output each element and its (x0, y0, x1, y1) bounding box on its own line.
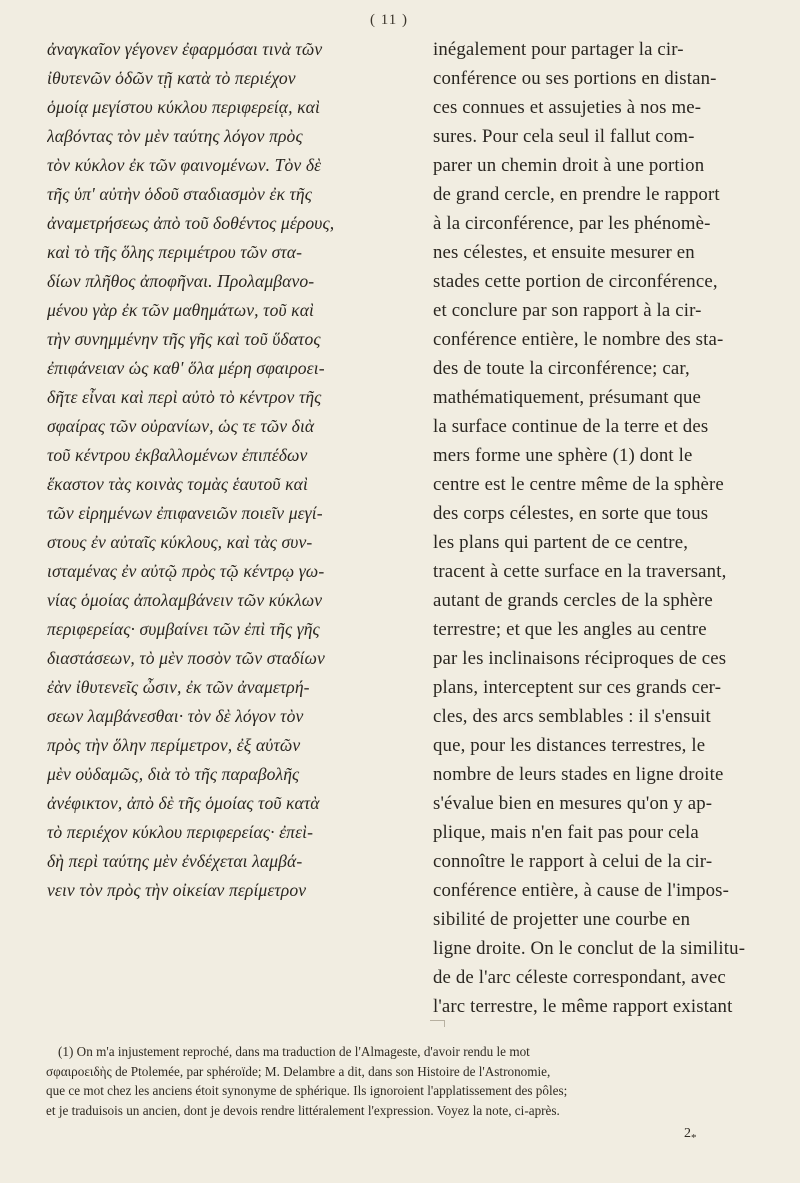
greek-text-line: μένου γὰρ ἐκ τῶν μαθημάτων, τοῦ καὶ (47, 300, 315, 320)
french-text-line: à la circonférence, par les phénomè- (433, 213, 711, 234)
signature-asterisk: * (691, 1131, 697, 1144)
french-text-line: nombre de leurs stades en ligne droite (433, 764, 724, 785)
page-number: ( 11 ) (370, 12, 408, 28)
greek-text-line: τὸν κύκλον ἐκ τῶν φαινομένων. Τὸν δὲ (47, 155, 322, 175)
french-text-line: s'évalue bien en mesures qu'on y ap- (433, 793, 713, 814)
french-text-line: et conclure par son rapport à la cir- (433, 300, 702, 321)
greek-text-line: ἐὰν ἰθυτενεῖς ὦσιν, ἐκ τῶν ἀναμετρή- (47, 677, 310, 697)
french-text-line: parer un chemin droit à une portion (433, 155, 705, 176)
french-text-line: terrestre; et que les angles au centre (433, 619, 707, 640)
greek-text-line: διαστάσεων, τὸ μὲν ποσὸν τῶν σταδίων (47, 648, 325, 668)
french-text-line: plans, interceptent sur ces grands cer- (433, 677, 722, 698)
greek-text-line: λαβόντας τὸν μὲν ταύτης λόγον πρὸς (47, 126, 303, 146)
paper-mark (430, 1020, 445, 1027)
greek-text-line: νίας ὁμοίας ἀπολαμβάνειν τῶν κύκλων (47, 590, 323, 610)
greek-text-column (47, 35, 405, 905)
footnote (46, 1042, 776, 1120)
greek-text-line: ἐπιφάνειαν ὡς καθ' ὅλα μέρη σφαιροει- (47, 358, 325, 378)
greek-text-line: μὲν οὐδαμῶς, διὰ τὸ τῆς παραβολῆς (47, 764, 300, 784)
french-text-line: les plans qui partent de ce centre, (433, 532, 689, 553)
greek-text-line: ὁμοίᾳ μεγίστου κύκλου περιφερείᾳ, καὶ (47, 97, 320, 117)
greek-text-line: περιφερείας· συμβαίνει τῶν ἐπὶ τῆς γῆς (47, 619, 320, 639)
printer-signature-mark (684, 1126, 697, 1144)
french-text-line: par les inclinaisons réciproques de ces (433, 648, 727, 669)
french-text-line: de de l'arc céleste correspondant, avec (433, 967, 726, 988)
footnote-line: et je traduisois un ancien, dont je devois rendre littéralement l'expression. Voyez la note, ci-après. (46, 1102, 560, 1118)
greek-text-line: τὸ περιέχον κύκλου περιφερείας· ἐπεὶ- (47, 822, 314, 842)
french-text-line: inégalement pour partager la cir- (433, 39, 684, 60)
greek-text-line: δῆτε εἶναι καὶ περὶ αὐτὸ τὸ κέντρον τῆς (47, 387, 322, 407)
greek-text-line: ισταμένας ἐν αὐτῷ πρὸς τῷ κέντρῳ γω- (47, 561, 325, 581)
greek-text-line: δὴ περὶ ταύτης μὲν ἐνδέχεται λαμβά- (47, 851, 303, 871)
greek-text-line: τοῦ κέντρου ἐκβαλλομένων ἐπιπέδων (47, 445, 308, 465)
french-text-line: conférence entière, le nombre des sta- (433, 329, 724, 350)
french-text-line: tracent à cette surface en la traversant, (433, 561, 727, 582)
greek-text-line: τῶν εἰρημένων ἐπιφανειῶν ποιεῖν μεγί- (47, 503, 323, 523)
french-text-line: connoître le rapport à celui de la cir- (433, 851, 713, 872)
greek-text-line: ἀναγκαῖον γέγονεν ἐφαρμόσαι τινὰ τῶν (47, 39, 323, 59)
french-text-line: mathématiquement, présumant que (433, 387, 702, 408)
footnote-line: que ce mot chez les anciens étoit synonyme de sphérique. Ils ignoroient l'applatissement des pôles; (46, 1083, 568, 1098)
french-text-line: cles, des arcs semblables : il s'ensuit (433, 706, 711, 727)
greek-text-line: τῆς ὑπ' αὐτὴν ὁδοῦ σταδιασμὸν ἐκ τῆς (47, 184, 312, 204)
greek-text-line: πρὸς τὴν ὅλην περίμετρον, ἐξ αὐτῶν (47, 735, 301, 755)
greek-text-line: τὴν συνημμένην τῆς γῆς καὶ τοῦ ὕδατος (47, 329, 321, 349)
french-translation-column (433, 35, 769, 1021)
french-text-line: des de toute la circonférence; car, (433, 358, 690, 379)
french-text-line: sures. Pour cela seul il fallut com- (433, 126, 695, 147)
french-text-line: mers forme une sphère (1) dont le (433, 445, 693, 466)
french-text-line: autant de grands cercles de la sphère (433, 590, 713, 611)
greek-text-line: ἀνέφικτον, ἀπὸ δὲ τῆς ὁμοίας τοῦ κατὰ (47, 793, 320, 813)
french-text-line: que, pour les distances terrestres, le (433, 735, 706, 756)
footnote-line: σφαιροειδὴς de Ptolemée, par sphéroïde; M. Delambre a dit, dans son Histoire de l'Astronomie, (46, 1063, 551, 1079)
french-text-line: conférence ou ses portions en distan- (433, 68, 717, 89)
footnote-line: (1) On m'a injustement reproché, dans ma traduction de l'Almageste, d'avoir rendu le mot (58, 1044, 530, 1059)
french-text-line: stades cette portion de circonférence, (433, 271, 718, 292)
french-text-line: des corps célestes, en sorte que tous (433, 503, 709, 524)
french-text-line: ces connues et assujeties à nos me- (433, 97, 702, 118)
french-text-line: l'arc terrestre, le même rapport existant (433, 996, 733, 1017)
french-text-line: ligne droite. On le conclut de la similitu- (433, 938, 746, 959)
greek-text-line: ἕκαστον τὰς κοινὰς τομὰς ἑαυτοῦ καὶ (47, 474, 308, 494)
french-text-line: sibilité de projetter une courbe en (433, 909, 691, 930)
french-text-line: centre est le centre même de la sphère (433, 474, 724, 495)
greek-text-line: ἀναμετρήσεως ἀπὸ τοῦ δοθέντος μέρους, (47, 213, 335, 233)
greek-text-line: σφαίρας τῶν οὐρανίων, ὡς τε τῶν διὰ (47, 416, 315, 436)
greek-text-line: δίων πλῆθος ἀποφῆναι. Προλαμβανο- (47, 271, 315, 291)
french-text-line: plique, mais n'en fait pas pour cela (433, 822, 699, 843)
french-text-line: conférence entière, à cause de l'impos- (433, 880, 730, 901)
greek-text-line: ἰθυτενῶν ὁδῶν τῇ κατὰ τὸ περιέχον (47, 68, 296, 88)
greek-text-line: στους ἐν αὐταῖς κύκλους, καὶ τὰς συν- (47, 532, 313, 552)
greek-text-line: σεων λαμβάνεσθαι· τὸν δὲ λόγον τὸν (47, 706, 304, 726)
french-text-line: de grand cercle, en prendre le rapport (433, 184, 720, 205)
greek-text-line: νειν τὸν πρὸς τὴν οἰκείαν περίμετρον (47, 880, 307, 900)
signature-number: 2 (684, 1126, 691, 1141)
french-text-line: nes célestes, et ensuite mesurer en (433, 242, 695, 263)
greek-text-line: καὶ τὸ τῆς ὅλης περιμέτρου τῶν στα- (47, 242, 303, 262)
french-text-line: la surface continue de la terre et des (433, 416, 709, 437)
